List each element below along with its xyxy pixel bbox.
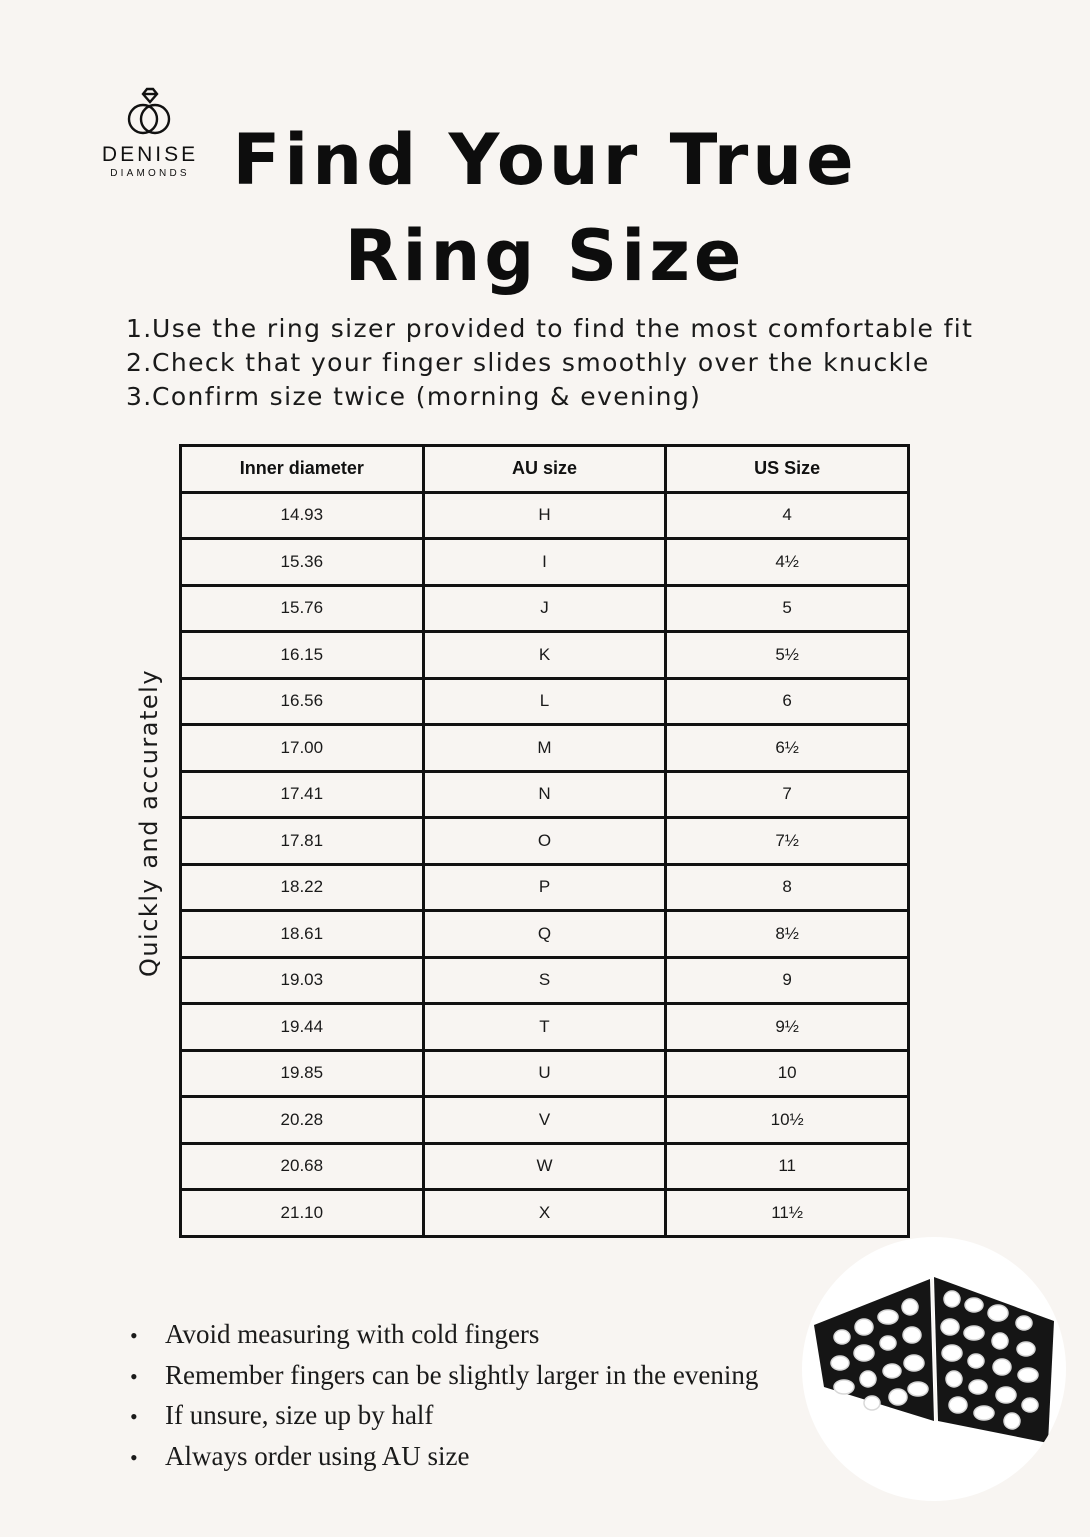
cell-au-size: L bbox=[423, 678, 666, 725]
cell-inner-diameter: 19.85 bbox=[181, 1050, 424, 1097]
cell-au-size: P bbox=[423, 864, 666, 911]
sizer-hole bbox=[903, 1327, 921, 1343]
sizer-hole bbox=[854, 1345, 874, 1361]
sizer-hole bbox=[968, 1354, 984, 1368]
table-row bbox=[181, 1097, 909, 1144]
cell-au-size: H bbox=[423, 492, 666, 539]
table-header-row bbox=[181, 446, 909, 493]
sizer-hole bbox=[992, 1333, 1008, 1349]
tip-item: • Remember fingers can be slightly larger in the evening bbox=[130, 1359, 759, 1390]
cell-au-size: O bbox=[423, 818, 666, 865]
cell-au-size: J bbox=[423, 585, 666, 632]
cell-inner-diameter: 15.36 bbox=[181, 539, 424, 586]
table-row bbox=[181, 678, 909, 725]
cell-us-size: 5 bbox=[666, 585, 909, 632]
tip-item: • Avoid measuring with cold fingers bbox=[130, 1319, 540, 1349]
sizer-hole bbox=[902, 1299, 918, 1315]
sizer-hole bbox=[965, 1298, 983, 1312]
table-row bbox=[181, 864, 909, 911]
side-caption-text: Quickly and accurately bbox=[135, 668, 163, 978]
brand-subtitle: DIAMONDS bbox=[110, 168, 190, 179]
table-row bbox=[181, 725, 909, 772]
table-row bbox=[181, 632, 909, 679]
cell-inner-diameter: 17.00 bbox=[181, 725, 424, 772]
sizer-hole bbox=[834, 1330, 850, 1344]
sizer-hole bbox=[1016, 1316, 1032, 1330]
step-item: 1.Use the ring sizer provided to find the most comfortable fit bbox=[126, 314, 974, 343]
sizer-hole bbox=[855, 1319, 873, 1335]
header-inner-diameter: Inner diameter bbox=[181, 446, 424, 493]
sizer-hole bbox=[860, 1371, 876, 1387]
cell-us-size: 10 bbox=[666, 1050, 909, 1097]
cell-au-size: N bbox=[423, 771, 666, 818]
sizer-hole bbox=[949, 1397, 967, 1413]
sizer-hole bbox=[904, 1355, 924, 1371]
ring-sizer-image bbox=[802, 1237, 1066, 1501]
table-row bbox=[181, 818, 909, 865]
title-line-2: Ring Size bbox=[344, 215, 746, 297]
cell-inner-diameter: 14.93 bbox=[181, 492, 424, 539]
cell-au-size: X bbox=[423, 1190, 666, 1237]
page-title bbox=[0, 112, 1090, 304]
table-row bbox=[181, 911, 909, 958]
table-body bbox=[181, 492, 909, 1236]
cell-inner-diameter: 18.22 bbox=[181, 864, 424, 911]
step-item: 2.Check that your finger slides smoothly over the knuckle bbox=[126, 348, 930, 377]
sizer-hole bbox=[993, 1359, 1011, 1375]
cell-au-size: T bbox=[423, 1004, 666, 1051]
cell-us-size: 8½ bbox=[666, 911, 909, 958]
cell-us-size: 7 bbox=[666, 771, 909, 818]
step-item: 3.Confirm size twice (morning & evening) bbox=[126, 382, 702, 411]
cell-au-size: U bbox=[423, 1050, 666, 1097]
ring-sizer-photo bbox=[802, 1237, 1066, 1501]
table-row bbox=[181, 539, 909, 586]
brand-name: DENISE bbox=[101, 143, 199, 166]
cell-us-size: 4½ bbox=[666, 539, 909, 586]
sizer-hole bbox=[889, 1389, 907, 1405]
title-line-1: Find Your True bbox=[232, 119, 858, 201]
cell-inner-diameter: 20.68 bbox=[181, 1143, 424, 1190]
cell-inner-diameter: 18.61 bbox=[181, 911, 424, 958]
ring-size-table bbox=[179, 444, 910, 1238]
sizer-hole bbox=[1004, 1413, 1020, 1429]
cell-au-size: K bbox=[423, 632, 666, 679]
cell-us-size: 5½ bbox=[666, 632, 909, 679]
sizer-hole bbox=[942, 1345, 962, 1361]
cell-us-size: 6 bbox=[666, 678, 909, 725]
cell-us-size: 8 bbox=[666, 864, 909, 911]
cell-au-size: W bbox=[423, 1143, 666, 1190]
tip-item: • Always order using AU size bbox=[130, 1440, 470, 1471]
cell-inner-diameter: 17.81 bbox=[181, 818, 424, 865]
sizer-hole bbox=[864, 1396, 880, 1410]
sizer-hole bbox=[969, 1380, 987, 1394]
cell-inner-diameter: 16.56 bbox=[181, 678, 424, 725]
cell-us-size: 6½ bbox=[666, 725, 909, 772]
cell-inner-diameter: 20.28 bbox=[181, 1097, 424, 1144]
sizer-hole bbox=[883, 1364, 901, 1378]
cell-inner-diameter: 21.10 bbox=[181, 1190, 424, 1237]
sizer-hole bbox=[908, 1382, 928, 1396]
table-row bbox=[181, 957, 909, 1004]
sizer-hole bbox=[1018, 1368, 1038, 1382]
table-row bbox=[181, 1050, 909, 1097]
cell-inner-diameter: 15.76 bbox=[181, 585, 424, 632]
table-row bbox=[181, 585, 909, 632]
sizer-hole bbox=[944, 1291, 960, 1307]
cell-us-size: 10½ bbox=[666, 1097, 909, 1144]
table-row bbox=[181, 1190, 909, 1237]
cell-us-size: 9½ bbox=[666, 1004, 909, 1051]
cell-inner-diameter: 16.15 bbox=[181, 632, 424, 679]
tip-item: • If unsure, size up by half bbox=[130, 1400, 434, 1430]
sizer-hole bbox=[946, 1371, 962, 1387]
cell-au-size: M bbox=[423, 725, 666, 772]
cell-us-size: 9 bbox=[666, 957, 909, 1004]
cell-au-size: V bbox=[423, 1097, 666, 1144]
sizer-hole bbox=[988, 1305, 1008, 1321]
table-row bbox=[181, 1143, 909, 1190]
table-row bbox=[181, 492, 909, 539]
header-au-size: AU size bbox=[423, 446, 666, 493]
table-row bbox=[181, 1004, 909, 1051]
sizer-hole bbox=[964, 1326, 984, 1340]
sizer-hole bbox=[974, 1406, 994, 1420]
sizer-hole bbox=[1022, 1398, 1038, 1412]
tips-list bbox=[130, 1315, 758, 1477]
cell-au-size: S bbox=[423, 957, 666, 1004]
cell-inner-diameter: 19.03 bbox=[181, 957, 424, 1004]
cell-inner-diameter: 19.44 bbox=[181, 1004, 424, 1051]
sizer-hole bbox=[1017, 1342, 1035, 1356]
cell-us-size: 7½ bbox=[666, 818, 909, 865]
instruction-steps bbox=[126, 312, 973, 414]
header-us-size: US Size bbox=[666, 446, 909, 493]
cell-us-size: 4 bbox=[666, 492, 909, 539]
sizer-hole bbox=[878, 1310, 898, 1324]
cell-au-size: Q bbox=[423, 911, 666, 958]
table-row bbox=[181, 771, 909, 818]
cell-us-size: 11 bbox=[666, 1143, 909, 1190]
sizer-hole bbox=[834, 1380, 854, 1394]
cell-au-size: I bbox=[423, 539, 666, 586]
sizer-hole bbox=[831, 1356, 849, 1370]
sizer-hole bbox=[941, 1319, 959, 1335]
cell-inner-diameter: 17.41 bbox=[181, 771, 424, 818]
sizer-hole bbox=[880, 1336, 896, 1350]
sizer-hole bbox=[996, 1387, 1016, 1403]
cell-us-size: 11½ bbox=[666, 1190, 909, 1237]
